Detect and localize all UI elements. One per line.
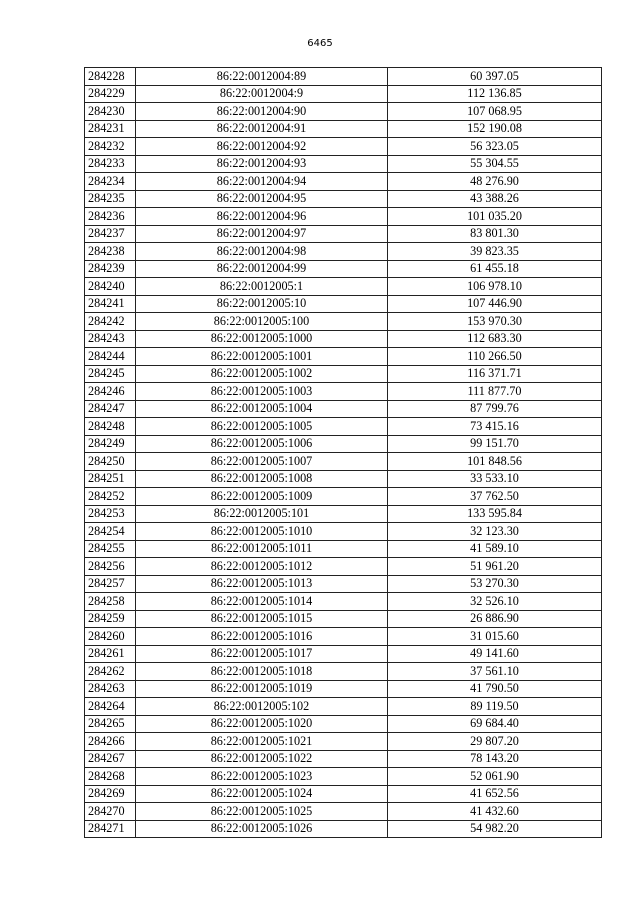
row-number: 284236 (85, 208, 136, 226)
cadastral-value: 107 446.90 (388, 295, 602, 313)
table-row (85, 540, 602, 558)
cadastral-number: 86:22:0012005:1009 (136, 488, 388, 506)
cadastral-number: 86:22:0012005:1019 (136, 680, 388, 698)
row-number: 284233 (85, 155, 136, 173)
cadastral-value: 55 304.55 (388, 155, 602, 173)
table-row (85, 348, 602, 366)
cadastral-value: 37 762.50 (388, 488, 602, 506)
cadastral-number: 86:22:0012004:98 (136, 243, 388, 261)
cadastral-number: 86:22:0012004:91 (136, 120, 388, 138)
table-row (85, 330, 602, 348)
row-number: 284258 (85, 593, 136, 611)
table-row (85, 400, 602, 418)
cadastral-value: 112 136.85 (388, 85, 602, 103)
row-number: 284239 (85, 260, 136, 278)
cadastral-value: 110 266.50 (388, 348, 602, 366)
table-body (85, 68, 602, 838)
cadastral-value: 78 143.20 (388, 750, 602, 768)
row-number: 284230 (85, 103, 136, 121)
cadastral-number: 86:22:0012004:9 (136, 85, 388, 103)
table-row (85, 575, 602, 593)
cadastral-number: 86:22:0012005:102 (136, 698, 388, 716)
table-row (85, 138, 602, 156)
table-row (85, 313, 602, 331)
cadastral-value: 41 432.60 (388, 803, 602, 821)
cadastral-value: 99 151.70 (388, 435, 602, 453)
row-number: 284271 (85, 820, 136, 838)
table-row (85, 295, 602, 313)
row-number: 284246 (85, 383, 136, 401)
cadastral-number: 86:22:0012005:1012 (136, 558, 388, 576)
row-number: 284229 (85, 85, 136, 103)
row-number: 284265 (85, 715, 136, 733)
cadastral-value: 41 790.50 (388, 680, 602, 698)
cadastral-number: 86:22:0012004:95 (136, 190, 388, 208)
table-row (85, 225, 602, 243)
table-row (85, 470, 602, 488)
table-row (85, 453, 602, 471)
cadastral-value: 69 684.40 (388, 715, 602, 733)
table-row (85, 435, 602, 453)
row-number: 284238 (85, 243, 136, 261)
table-row (85, 663, 602, 681)
row-number: 284243 (85, 330, 136, 348)
cadastral-value: 107 068.95 (388, 103, 602, 121)
row-number: 284251 (85, 470, 136, 488)
table-row (85, 155, 602, 173)
cadastral-number: 86:22:0012005:1001 (136, 348, 388, 366)
row-number: 284250 (85, 453, 136, 471)
row-number: 284247 (85, 400, 136, 418)
cadastral-number: 86:22:0012005:1026 (136, 820, 388, 838)
page-number: 6465 (307, 38, 333, 49)
table-row (85, 68, 602, 86)
cadastral-number: 86:22:0012004:99 (136, 260, 388, 278)
row-number: 284235 (85, 190, 136, 208)
cadastral-number: 86:22:0012005:1007 (136, 453, 388, 471)
cadastral-value: 101 035.20 (388, 208, 602, 226)
table-row (85, 645, 602, 663)
row-number: 284234 (85, 173, 136, 191)
row-number: 284232 (85, 138, 136, 156)
cadastral-value: 111 877.70 (388, 383, 602, 401)
row-number: 284263 (85, 680, 136, 698)
table-row (85, 208, 602, 226)
row-number: 284269 (85, 785, 136, 803)
row-number: 284266 (85, 733, 136, 751)
cadastral-number: 86:22:0012005:1003 (136, 383, 388, 401)
cadastral-number: 86:22:0012004:89 (136, 68, 388, 86)
cadastral-number: 86:22:0012004:93 (136, 155, 388, 173)
cadastral-value: 152 190.08 (388, 120, 602, 138)
row-number: 284248 (85, 418, 136, 436)
row-number: 284237 (85, 225, 136, 243)
table-row (85, 260, 602, 278)
cadastral-number: 86:22:0012005:1017 (136, 645, 388, 663)
row-number: 284249 (85, 435, 136, 453)
row-number: 284270 (85, 803, 136, 821)
row-number: 284260 (85, 628, 136, 646)
row-number: 284261 (85, 645, 136, 663)
cadastral-number: 86:22:0012005:1004 (136, 400, 388, 418)
table-row (85, 698, 602, 716)
cadastral-number: 86:22:0012005:1015 (136, 610, 388, 628)
row-number: 284242 (85, 313, 136, 331)
cadastral-number: 86:22:0012005:1011 (136, 540, 388, 558)
table-row (85, 85, 602, 103)
cadastral-number: 86:22:0012004:90 (136, 103, 388, 121)
cadastral-value: 32 526.10 (388, 593, 602, 611)
cadastral-value: 133 595.84 (388, 505, 602, 523)
cadastral-value: 61 455.18 (388, 260, 602, 278)
cadastral-number: 86:22:0012005:1018 (136, 663, 388, 681)
cadastral-value: 52 061.90 (388, 768, 602, 786)
cadastral-number: 86:22:0012005:1021 (136, 733, 388, 751)
cadastral-number: 86:22:0012005:1008 (136, 470, 388, 488)
cadastral-value: 106 978.10 (388, 278, 602, 296)
cadastral-number: 86:22:0012005:10 (136, 295, 388, 313)
cadastral-value: 60 397.05 (388, 68, 602, 86)
cadastral-value: 101 848.56 (388, 453, 602, 471)
row-number: 284253 (85, 505, 136, 523)
table-row (85, 750, 602, 768)
cadastral-value: 87 799.76 (388, 400, 602, 418)
cadastral-number: 86:22:0012004:97 (136, 225, 388, 243)
cadastral-number: 86:22:0012005:1016 (136, 628, 388, 646)
row-number: 284241 (85, 295, 136, 313)
cadastral-number: 86:22:0012005:101 (136, 505, 388, 523)
cadastral-value: 41 652.56 (388, 785, 602, 803)
table-row (85, 628, 602, 646)
table-row (85, 505, 602, 523)
cadastral-value: 33 533.10 (388, 470, 602, 488)
cadastral-value: 153 970.30 (388, 313, 602, 331)
table-row (85, 418, 602, 436)
cadastral-number: 86:22:0012004:96 (136, 208, 388, 226)
cadastral-value: 43 388.26 (388, 190, 602, 208)
row-number: 284254 (85, 523, 136, 541)
row-number: 284259 (85, 610, 136, 628)
row-number: 284228 (85, 68, 136, 86)
row-number: 284240 (85, 278, 136, 296)
cadastral-value: 41 589.10 (388, 540, 602, 558)
row-number: 284252 (85, 488, 136, 506)
table-row (85, 610, 602, 628)
cadastral-number: 86:22:0012005:1005 (136, 418, 388, 436)
cadastral-value: 54 982.20 (388, 820, 602, 838)
cadastral-value: 37 561.10 (388, 663, 602, 681)
table-row (85, 768, 602, 786)
table-row (85, 820, 602, 838)
row-number: 284257 (85, 575, 136, 593)
cadastral-value: 73 415.16 (388, 418, 602, 436)
cadastral-value: 39 823.35 (388, 243, 602, 261)
row-number: 284255 (85, 540, 136, 558)
cadastral-number: 86:22:0012005:1014 (136, 593, 388, 611)
row-number: 284244 (85, 348, 136, 366)
cadastral-number: 86:22:0012005:1025 (136, 803, 388, 821)
table-row (85, 190, 602, 208)
table-row (85, 173, 602, 191)
cadastral-value: 116 371.71 (388, 365, 602, 383)
cadastral-number: 86:22:0012004:92 (136, 138, 388, 156)
cadastral-number: 86:22:0012004:94 (136, 173, 388, 191)
table-row (85, 103, 602, 121)
table-row (85, 680, 602, 698)
cadastral-number: 86:22:0012005:1023 (136, 768, 388, 786)
cadastral-value: 26 886.90 (388, 610, 602, 628)
row-number: 284264 (85, 698, 136, 716)
cadastral-value: 31 015.60 (388, 628, 602, 646)
cadastral-number: 86:22:0012005:1022 (136, 750, 388, 768)
table-row (85, 120, 602, 138)
row-number: 284231 (85, 120, 136, 138)
row-number: 284256 (85, 558, 136, 576)
table-row (85, 243, 602, 261)
table-row (85, 488, 602, 506)
row-number: 284267 (85, 750, 136, 768)
cadastral-number: 86:22:0012005:1 (136, 278, 388, 296)
table-row (85, 785, 602, 803)
row-number: 284268 (85, 768, 136, 786)
cadastral-value: 56 323.05 (388, 138, 602, 156)
table-row (85, 278, 602, 296)
cadastral-number: 86:22:0012005:1020 (136, 715, 388, 733)
table-row (85, 383, 602, 401)
cadastral-number: 86:22:0012005:1010 (136, 523, 388, 541)
table-row (85, 593, 602, 611)
cadastral-value: 48 276.90 (388, 173, 602, 191)
cadastral-value: 89 119.50 (388, 698, 602, 716)
cadastral-number: 86:22:0012005:1000 (136, 330, 388, 348)
cadastral-number: 86:22:0012005:1002 (136, 365, 388, 383)
table-row (85, 733, 602, 751)
cadastral-number: 86:22:0012005:1013 (136, 575, 388, 593)
cadastral-value: 32 123.30 (388, 523, 602, 541)
cadastral-value: 51 961.20 (388, 558, 602, 576)
cadastral-number: 86:22:0012005:1024 (136, 785, 388, 803)
cadastral-value-table (84, 67, 602, 838)
cadastral-value: 49 141.60 (388, 645, 602, 663)
row-number: 284245 (85, 365, 136, 383)
cadastral-number: 86:22:0012005:100 (136, 313, 388, 331)
table-row (85, 558, 602, 576)
cadastral-value: 83 801.30 (388, 225, 602, 243)
cadastral-number: 86:22:0012005:1006 (136, 435, 388, 453)
cadastral-value: 29 807.20 (388, 733, 602, 751)
table-row (85, 523, 602, 541)
cadastral-value: 53 270.30 (388, 575, 602, 593)
table-row (85, 365, 602, 383)
cadastral-value: 112 683.30 (388, 330, 602, 348)
table-row (85, 803, 602, 821)
table-row (85, 715, 602, 733)
row-number: 284262 (85, 663, 136, 681)
